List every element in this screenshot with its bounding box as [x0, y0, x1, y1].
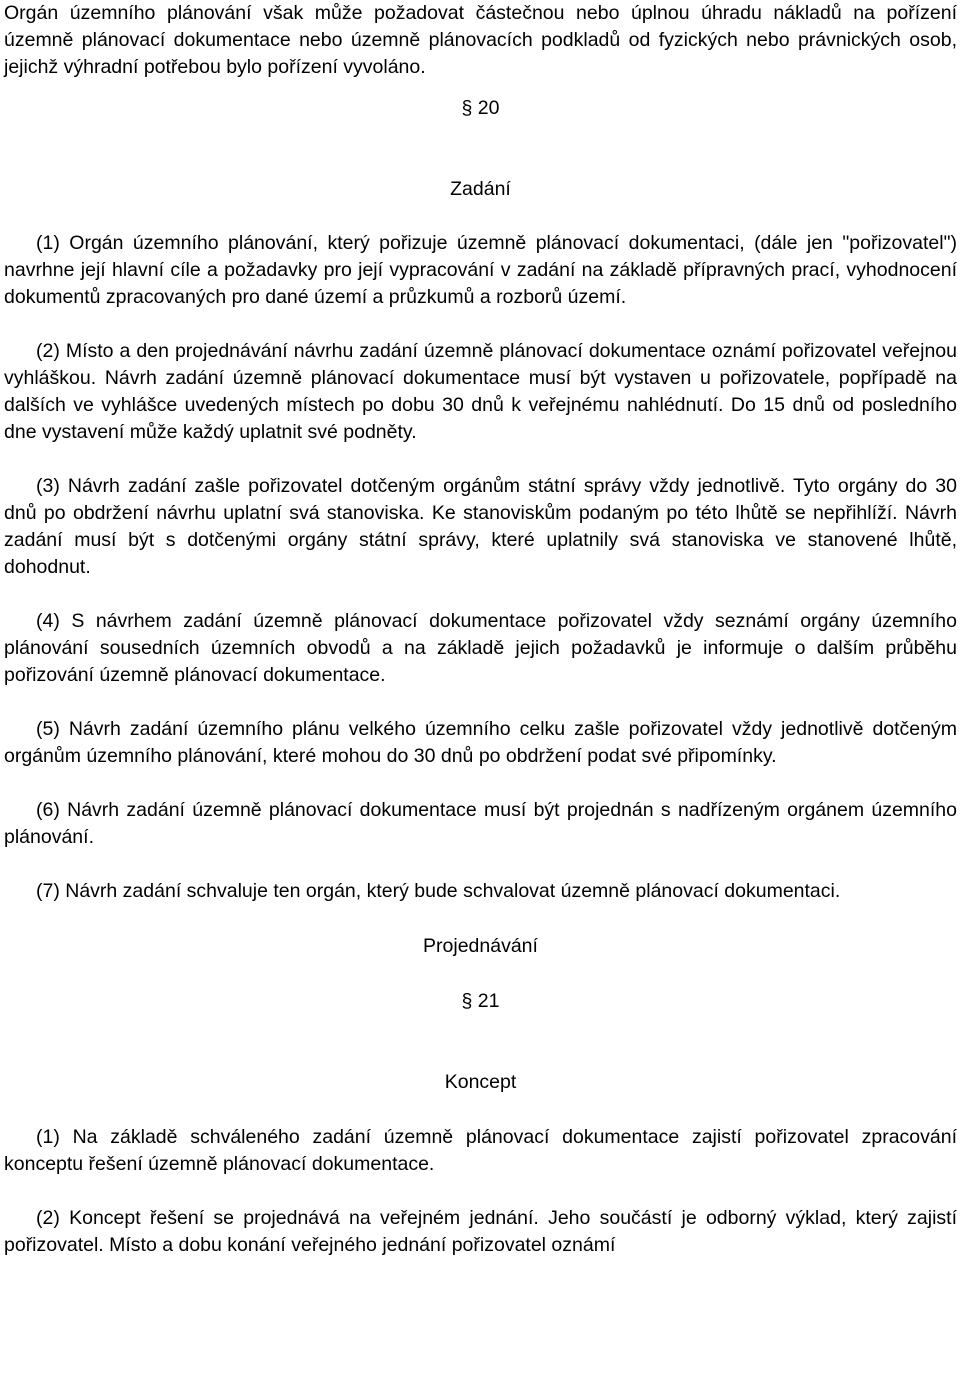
- section-21-paragraph-1: (1) Na základě schváleného zadání územně plánovací dokumentace zajistí pořizovatel zpracování konceptu řešení územně plánovací dokumentace.: [4, 1126, 957, 1175]
- section-20-paragraph-7: (7) Návrh zadání schvaluje ten orgán, který bude schvalovat územně plánovací dokumentaci.: [36, 880, 841, 902]
- section-21-number: § 21: [461, 990, 500, 1012]
- section-20-paragraph-6: (6) Návrh zadání územně plánovací dokumentace musí být projednán s nadřízeným orgánem územního plánování.: [4, 799, 957, 848]
- document-page: [4, 0, 957, 1259]
- section-20-paragraph-1: (1) Orgán územního plánování, který pořizuje územně plánovací dokumentaci, (dále jen "pořizovatel") navrhne její hlavní cíle a požadavky pro její vypracování v zadání na základě přípravných prací, vyhodnocení dokumentů zpracovaných pro dané území a průzkumů a rozborů území.: [4, 232, 957, 308]
- section-20-paragraph-3: (3) Návrh zadání zašle pořizovatel dotčeným orgánům státní správy vždy jednotlivě. Tyto orgány do 30 dnů po obdržení návrhu uplatní svá stanoviska. Ke stanoviskům podaným po této lhůtě se nepřihlíží. Návrh zadání musí být s dotčenými orgány státní správy, které uplatnily svá stanoviska ve stanovené lhůtě, dohodnut.: [4, 475, 957, 578]
- section-20-number: § 20: [461, 97, 500, 119]
- section-20-paragraph-2: (2) Místo a den projednávání návrhu zadání územně plánovací dokumentace oznámí pořizovatel veřejnou vyhláškou. Návrh zadání územně plánovací dokumentace musí být vystaven u pořizovatele, popřípadě na dalších ve vyhlášce uvedených místech po dobu 30 dnů k veřejnému nahlédnutí. Do 15 dnů od posledního dne vystavení může každý uplatnit své podněty.: [4, 340, 957, 443]
- section-21-heading: Koncept: [444, 1071, 517, 1093]
- section-21-paragraph-2: (2) Koncept řešení se projednává na veřejném jednání. Jeho součástí je odborný výklad, který zajistí pořizovatel. Místo a dobu konání veřejného jednání pořizovatel oznámí: [4, 1207, 957, 1256]
- section-20-heading: Zadání: [450, 178, 511, 200]
- part-heading: Projednávání: [423, 935, 538, 957]
- section-20-paragraph-5: (5) Návrh zadání územního plánu velkého územního celku zašle pořizovatel vždy jednotlivě dotčeným orgánům územního plánování, které mohou do 30 dnů po obdržení podat své připomínky.: [4, 718, 957, 767]
- intro-paragraph: Orgán územního plánování však může požadovat částečnou nebo úplnou úhradu nákladů na pořízení územně plánovací dokumentace nebo územně plánovacích podkladů od fyzických nebo právnických osob, jejichž výhradní potřebou bylo pořízení vyvoláno.: [4, 2, 957, 78]
- section-20-paragraph-4: (4) S návrhem zadání územně plánovací dokumentace pořizovatel vždy seznámí orgány územního plánování sousedních územních obvodů a na základě jejich požadavků je informuje o dalším průběhu pořizování územně plánovací dokumentace.: [4, 610, 957, 686]
